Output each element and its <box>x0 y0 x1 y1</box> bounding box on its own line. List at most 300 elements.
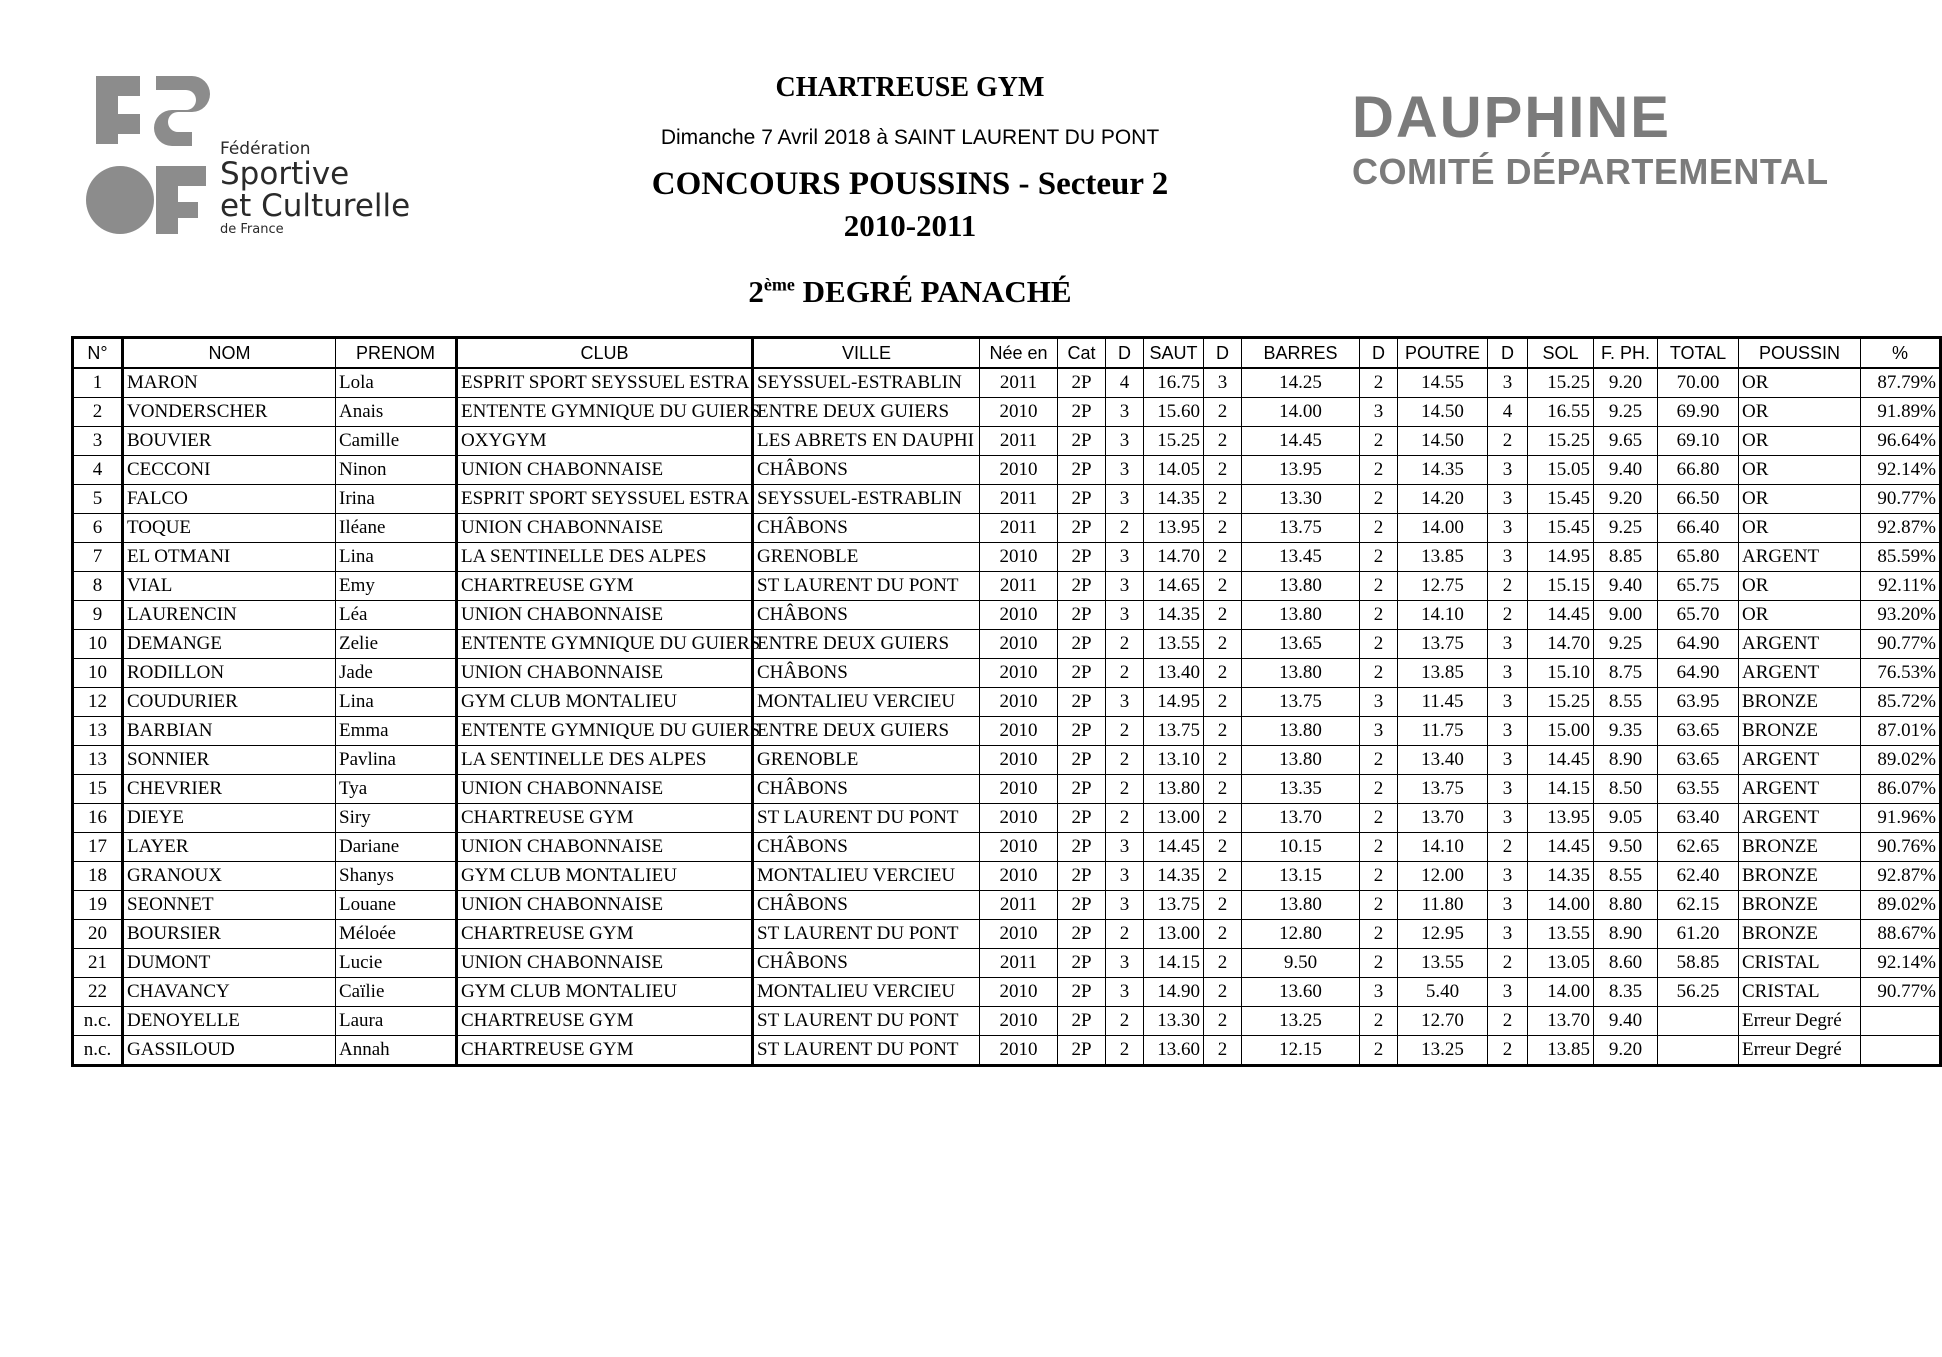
cell-prenom: Iléane <box>336 514 457 543</box>
cell-total: 64.90 <box>1658 659 1739 688</box>
cell-total: 69.10 <box>1658 427 1739 456</box>
cell-saut: 13.30 <box>1144 1007 1204 1036</box>
cell-prenom: Lucie <box>336 949 457 978</box>
cell-nom: BOUVIER <box>123 427 336 456</box>
cell-cat: 2P <box>1058 949 1106 978</box>
column-header-d-poutre: D <box>1360 338 1398 369</box>
cell-sol: 14.35 <box>1528 862 1594 891</box>
cell-f-ph: 9.00 <box>1594 601 1658 630</box>
cell-nom: CECCONI <box>123 456 336 485</box>
cell-percent: 93.20% <box>1861 601 1941 630</box>
cell-sol: 13.95 <box>1528 804 1594 833</box>
cell-percent: 90.77% <box>1861 630 1941 659</box>
cell-d-saut: 3 <box>1106 456 1144 485</box>
cell-ville: ENTRE DEUX GUIERS <box>753 398 980 427</box>
cell-prenom: Camille <box>336 427 457 456</box>
cell-saut: 13.60 <box>1144 1036 1204 1066</box>
cell-f-ph: 9.25 <box>1594 514 1658 543</box>
fscf-logo-text <box>220 140 410 237</box>
cell-barres: 13.15 <box>1242 862 1360 891</box>
cell-percent: 88.67% <box>1861 920 1941 949</box>
cell-d-barres: 2 <box>1204 978 1242 1007</box>
cell-sol: 13.85 <box>1528 1036 1594 1066</box>
cell-percent: 85.72% <box>1861 688 1941 717</box>
cell-saut: 14.35 <box>1144 485 1204 514</box>
cell-total: 70.00 <box>1658 368 1739 398</box>
table-row <box>73 978 1941 1007</box>
cell-nom: EL OTMANI <box>123 543 336 572</box>
table-row <box>73 717 1941 746</box>
cell-club: UNION CHABONNAISE <box>457 601 753 630</box>
cell-nom: TOQUE <box>123 514 336 543</box>
table-row <box>73 1036 1941 1066</box>
column-header-nee-en: Née en <box>980 338 1058 369</box>
cell-ville: LES ABRETS EN DAUPHI <box>753 427 980 456</box>
header-row <box>73 338 1941 369</box>
cell-nee-en: 2010 <box>980 1007 1058 1036</box>
cell-percent: 90.77% <box>1861 485 1941 514</box>
cell-club: UNION CHABONNAISE <box>457 833 753 862</box>
cell-sol: 13.55 <box>1528 920 1594 949</box>
column-header-cat: Cat <box>1058 338 1106 369</box>
cell-nom: GASSILOUD <box>123 1036 336 1066</box>
cell-poussin: ARGENT <box>1739 746 1861 775</box>
cell-ville: SEYSSUEL-ESTRABLIN <box>753 485 980 514</box>
cell-poutre: 14.10 <box>1398 601 1488 630</box>
cell-d-sol: 2 <box>1488 1007 1528 1036</box>
cell-barres: 13.75 <box>1242 688 1360 717</box>
cell-rank: 5 <box>73 485 123 514</box>
cell-barres: 14.25 <box>1242 368 1360 398</box>
dauphine-logo-subtitle: COMITÉ DÉPARTEMENTAL <box>1352 151 1829 192</box>
cell-barres: 13.30 <box>1242 485 1360 514</box>
cell-barres: 13.65 <box>1242 630 1360 659</box>
cell-d-sol: 2 <box>1488 427 1528 456</box>
cell-f-ph: 9.25 <box>1594 398 1658 427</box>
cell-d-poutre: 2 <box>1360 775 1398 804</box>
cell-d-barres: 2 <box>1204 427 1242 456</box>
cell-f-ph: 9.40 <box>1594 1007 1658 1036</box>
cell-nom: COUDURIER <box>123 688 336 717</box>
cell-prenom: Dariane <box>336 833 457 862</box>
cell-cat: 2P <box>1058 688 1106 717</box>
cell-f-ph: 8.75 <box>1594 659 1658 688</box>
column-header-d-saut: D <box>1106 338 1144 369</box>
fscf-line-2: Sportive <box>220 156 350 192</box>
cell-club: UNION CHABONNAISE <box>457 775 753 804</box>
cell-nom: DEMANGE <box>123 630 336 659</box>
cell-d-sol: 3 <box>1488 978 1528 1007</box>
cell-barres: 13.80 <box>1242 572 1360 601</box>
cell-d-saut: 3 <box>1106 833 1144 862</box>
cell-barres: 10.15 <box>1242 833 1360 862</box>
cell-d-saut: 3 <box>1106 572 1144 601</box>
cell-d-poutre: 2 <box>1360 456 1398 485</box>
cell-rank: 21 <box>73 949 123 978</box>
cell-club: UNION CHABONNAISE <box>457 891 753 920</box>
cell-cat: 2P <box>1058 775 1106 804</box>
cell-total <box>1658 1036 1739 1066</box>
cell-poussin: OR <box>1739 601 1861 630</box>
cell-cat: 2P <box>1058 572 1106 601</box>
cell-barres: 12.15 <box>1242 1036 1360 1066</box>
table-row <box>73 601 1941 630</box>
cell-d-saut: 3 <box>1106 427 1144 456</box>
cell-poussin: ARGENT <box>1739 543 1861 572</box>
cell-d-poutre: 3 <box>1360 688 1398 717</box>
table-row <box>73 456 1941 485</box>
cell-d-poutre: 2 <box>1360 514 1398 543</box>
cell-poutre: 14.50 <box>1398 398 1488 427</box>
cell-percent: 92.87% <box>1861 514 1941 543</box>
cell-percent: 92.14% <box>1861 456 1941 485</box>
cell-poussin: BRONZE <box>1739 833 1861 862</box>
cell-club: UNION CHABONNAISE <box>457 659 753 688</box>
cell-poussin: BRONZE <box>1739 688 1861 717</box>
cell-poutre: 13.25 <box>1398 1036 1488 1066</box>
cell-rank: 16 <box>73 804 123 833</box>
column-header-rank: N° <box>73 338 123 369</box>
cell-rank: n.c. <box>73 1007 123 1036</box>
cell-d-poutre: 2 <box>1360 485 1398 514</box>
club-title: CHARTREUSE GYM <box>775 72 1045 103</box>
cell-percent: 87.79% <box>1861 368 1941 398</box>
cell-nom: MARON <box>123 368 336 398</box>
cell-d-saut: 3 <box>1106 485 1144 514</box>
cell-d-barres: 2 <box>1204 862 1242 891</box>
cell-cat: 2P <box>1058 891 1106 920</box>
cell-d-sol: 3 <box>1488 717 1528 746</box>
cell-barres: 9.50 <box>1242 949 1360 978</box>
cell-d-sol: 2 <box>1488 601 1528 630</box>
fscf-line-1: Fédération <box>220 139 311 159</box>
cell-nee-en: 2011 <box>980 514 1058 543</box>
cell-sol: 13.05 <box>1528 949 1594 978</box>
cell-club: LA SENTINELLE DES ALPES <box>457 543 753 572</box>
cell-percent: 85.59% <box>1861 543 1941 572</box>
cell-saut: 13.10 <box>1144 746 1204 775</box>
cell-ville: CHÂBONS <box>753 514 980 543</box>
cell-sol: 13.70 <box>1528 1007 1594 1036</box>
table-row <box>73 746 1941 775</box>
cell-rank: 6 <box>73 514 123 543</box>
cell-rank: 13 <box>73 746 123 775</box>
cell-nee-en: 2010 <box>980 833 1058 862</box>
cell-prenom: Annah <box>336 1036 457 1066</box>
cell-poutre: 11.75 <box>1398 717 1488 746</box>
cell-poutre: 12.70 <box>1398 1007 1488 1036</box>
cell-barres: 13.80 <box>1242 746 1360 775</box>
cell-percent: 91.96% <box>1861 804 1941 833</box>
cell-prenom: Lina <box>336 543 457 572</box>
cell-poussin: Erreur Degré <box>1739 1007 1861 1036</box>
cell-poutre: 13.75 <box>1398 775 1488 804</box>
cell-d-poutre: 3 <box>1360 717 1398 746</box>
cell-prenom: Caïlie <box>336 978 457 1007</box>
cell-nee-en: 2010 <box>980 659 1058 688</box>
cell-d-poutre: 2 <box>1360 630 1398 659</box>
cell-nee-en: 2010 <box>980 688 1058 717</box>
cell-barres: 13.35 <box>1242 775 1360 804</box>
cell-club: CHARTREUSE GYM <box>457 1007 753 1036</box>
cell-sol: 14.45 <box>1528 833 1594 862</box>
cell-barres: 13.80 <box>1242 717 1360 746</box>
cell-nom: DENOYELLE <box>123 1007 336 1036</box>
cell-d-saut: 3 <box>1106 978 1144 1007</box>
cell-nee-en: 2011 <box>980 368 1058 398</box>
cell-cat: 2P <box>1058 630 1106 659</box>
table-row <box>73 572 1941 601</box>
cell-d-barres: 2 <box>1204 920 1242 949</box>
table-row <box>73 368 1941 398</box>
column-header-club: CLUB <box>457 338 753 369</box>
cell-club: ENTENTE GYMNIQUE DU GUIERS <box>457 717 753 746</box>
cell-poussin: OR <box>1739 485 1861 514</box>
cell-f-ph: 9.25 <box>1594 630 1658 659</box>
cell-saut: 16.75 <box>1144 368 1204 398</box>
cell-ville: CHÂBONS <box>753 456 980 485</box>
cell-total: 66.40 <box>1658 514 1739 543</box>
cell-rank: 3 <box>73 427 123 456</box>
cell-total: 65.70 <box>1658 601 1739 630</box>
cell-nee-en: 2010 <box>980 456 1058 485</box>
cell-nom: VIAL <box>123 572 336 601</box>
cell-rank: 7 <box>73 543 123 572</box>
cell-rank: 2 <box>73 398 123 427</box>
cell-d-poutre: 3 <box>1360 398 1398 427</box>
cell-cat: 2P <box>1058 746 1106 775</box>
cell-nom: LAYER <box>123 833 336 862</box>
cell-poutre: 13.85 <box>1398 543 1488 572</box>
cell-saut: 14.95 <box>1144 688 1204 717</box>
cell-ville: GRENOBLE <box>753 746 980 775</box>
cell-d-sol: 3 <box>1488 659 1528 688</box>
cell-nom: VONDERSCHER <box>123 398 336 427</box>
column-header-ville: VILLE <box>753 338 980 369</box>
cell-ville: ST LAURENT DU PONT <box>753 572 980 601</box>
cell-f-ph: 9.20 <box>1594 368 1658 398</box>
cell-club: CHARTREUSE GYM <box>457 572 753 601</box>
cell-f-ph: 8.85 <box>1594 543 1658 572</box>
cell-f-ph: 9.20 <box>1594 485 1658 514</box>
cell-nom: SONNIER <box>123 746 336 775</box>
cell-nom: CHEVRIER <box>123 775 336 804</box>
cell-cat: 2P <box>1058 804 1106 833</box>
cell-nee-en: 2011 <box>980 427 1058 456</box>
column-header-poussin: POUSSIN <box>1739 338 1861 369</box>
table-row <box>73 688 1941 717</box>
cell-d-saut: 2 <box>1106 920 1144 949</box>
cell-d-saut: 2 <box>1106 717 1144 746</box>
cell-d-barres: 2 <box>1204 1007 1242 1036</box>
cell-saut: 13.00 <box>1144 804 1204 833</box>
cell-cat: 2P <box>1058 920 1106 949</box>
cell-f-ph: 8.50 <box>1594 775 1658 804</box>
cell-club: GYM CLUB MONTALIEU <box>457 688 753 717</box>
cell-ville: CHÂBONS <box>753 659 980 688</box>
cell-prenom: Irina <box>336 485 457 514</box>
cell-rank: 10 <box>73 659 123 688</box>
cell-club: UNION CHABONNAISE <box>457 514 753 543</box>
cell-ville: ST LAURENT DU PONT <box>753 804 980 833</box>
table-row <box>73 833 1941 862</box>
cell-d-saut: 2 <box>1106 746 1144 775</box>
column-header-d-sol: D <box>1488 338 1528 369</box>
cell-poutre: 14.55 <box>1398 368 1488 398</box>
cell-barres: 13.45 <box>1242 543 1360 572</box>
cell-percent <box>1861 1036 1941 1066</box>
cell-total: 63.65 <box>1658 746 1739 775</box>
table-row <box>73 862 1941 891</box>
cell-rank: 18 <box>73 862 123 891</box>
cell-nee-en: 2011 <box>980 572 1058 601</box>
cell-nee-en: 2010 <box>980 804 1058 833</box>
cell-f-ph: 9.20 <box>1594 1036 1658 1066</box>
cell-d-barres: 2 <box>1204 659 1242 688</box>
cell-poussin: OR <box>1739 427 1861 456</box>
fscf-line-3: et Culturelle <box>220 188 411 224</box>
cell-d-sol: 3 <box>1488 368 1528 398</box>
cell-poussin: ARGENT <box>1739 775 1861 804</box>
cell-poussin: ARGENT <box>1739 659 1861 688</box>
cell-barres: 13.25 <box>1242 1007 1360 1036</box>
cell-percent: 90.76% <box>1861 833 1941 862</box>
cell-saut: 13.80 <box>1144 775 1204 804</box>
cell-total: 69.90 <box>1658 398 1739 427</box>
cell-percent: 87.01% <box>1861 717 1941 746</box>
degree-number: 2 <box>748 274 764 309</box>
cell-d-sol: 3 <box>1488 775 1528 804</box>
cell-club: CHARTREUSE GYM <box>457 1036 753 1066</box>
cell-d-saut: 3 <box>1106 891 1144 920</box>
cell-total: 61.20 <box>1658 920 1739 949</box>
fscf-logo-mark-icon <box>94 74 214 244</box>
cell-prenom: Ninon <box>336 456 457 485</box>
cell-poutre: 14.00 <box>1398 514 1488 543</box>
cell-d-barres: 2 <box>1204 1036 1242 1066</box>
cell-ville: CHÂBONS <box>753 891 980 920</box>
cell-nee-en: 2011 <box>980 485 1058 514</box>
cell-rank: n.c. <box>73 1036 123 1066</box>
cell-d-saut: 2 <box>1106 1007 1144 1036</box>
cell-nee-en: 2010 <box>980 862 1058 891</box>
cell-club: ESPRIT SPORT SEYSSUEL ESTRA <box>457 368 753 398</box>
cell-percent: 90.77% <box>1861 978 1941 1007</box>
cell-club: OXYGYM <box>457 427 753 456</box>
cell-d-sol: 3 <box>1488 688 1528 717</box>
cell-d-barres: 2 <box>1204 949 1242 978</box>
cell-cat: 2P <box>1058 601 1106 630</box>
cell-cat: 2P <box>1058 862 1106 891</box>
cell-d-saut: 2 <box>1106 659 1144 688</box>
cell-total: 56.25 <box>1658 978 1739 1007</box>
cell-d-poutre: 2 <box>1360 601 1398 630</box>
cell-percent <box>1861 1007 1941 1036</box>
cell-d-saut: 2 <box>1106 775 1144 804</box>
cell-d-poutre: 2 <box>1360 862 1398 891</box>
degree-title <box>540 274 1280 310</box>
cell-sol: 15.10 <box>1528 659 1594 688</box>
column-header-total: TOTAL <box>1658 338 1739 369</box>
cell-nee-en: 2011 <box>980 949 1058 978</box>
cell-barres: 13.70 <box>1242 804 1360 833</box>
cell-percent: 92.87% <box>1861 862 1941 891</box>
cell-ville: ST LAURENT DU PONT <box>753 1007 980 1036</box>
cell-total: 63.95 <box>1658 688 1739 717</box>
cell-ville: CHÂBONS <box>753 833 980 862</box>
cell-prenom: Lina <box>336 688 457 717</box>
cell-nom: DUMONT <box>123 949 336 978</box>
cell-d-barres: 2 <box>1204 746 1242 775</box>
fscf-line-4: de France <box>220 222 284 237</box>
cell-nee-en: 2010 <box>980 398 1058 427</box>
cell-rank: 15 <box>73 775 123 804</box>
cell-rank: 4 <box>73 456 123 485</box>
cell-f-ph: 8.90 <box>1594 746 1658 775</box>
results-table <box>71 336 1942 1067</box>
cell-f-ph: 8.55 <box>1594 688 1658 717</box>
cell-d-sol: 3 <box>1488 746 1528 775</box>
cell-nee-en: 2010 <box>980 630 1058 659</box>
cell-saut: 14.05 <box>1144 456 1204 485</box>
dauphine-logo <box>1352 86 1829 194</box>
cell-prenom: Méloée <box>336 920 457 949</box>
cell-ville: CHÂBONS <box>753 775 980 804</box>
cell-d-poutre: 2 <box>1360 427 1398 456</box>
column-header-prenom: PRENOM <box>336 338 457 369</box>
cell-percent: 92.14% <box>1861 949 1941 978</box>
cell-prenom: Tya <box>336 775 457 804</box>
cell-percent: 96.64% <box>1861 427 1941 456</box>
cell-d-sol: 3 <box>1488 630 1528 659</box>
cell-prenom: Léa <box>336 601 457 630</box>
cell-nee-en: 2010 <box>980 1036 1058 1066</box>
table-row <box>73 804 1941 833</box>
cell-total: 63.40 <box>1658 804 1739 833</box>
cell-poussin: ARGENT <box>1739 804 1861 833</box>
cell-d-saut: 3 <box>1106 862 1144 891</box>
cell-total: 62.40 <box>1658 862 1739 891</box>
cell-poussin: OR <box>1739 398 1861 427</box>
competition-title: CONCOURS POUSSINS - Secteur 2 <box>651 166 1169 202</box>
cell-d-barres: 2 <box>1204 630 1242 659</box>
cell-saut: 14.90 <box>1144 978 1204 1007</box>
cell-barres: 13.60 <box>1242 978 1360 1007</box>
cell-poutre: 12.75 <box>1398 572 1488 601</box>
cell-d-sol: 2 <box>1488 1036 1528 1066</box>
birth-years: 2010-2011 <box>843 208 977 243</box>
cell-d-poutre: 2 <box>1360 1036 1398 1066</box>
cell-cat: 2P <box>1058 398 1106 427</box>
table-row <box>73 630 1941 659</box>
cell-saut: 13.40 <box>1144 659 1204 688</box>
cell-f-ph: 9.40 <box>1594 572 1658 601</box>
cell-d-saut: 3 <box>1106 543 1144 572</box>
cell-d-sol: 3 <box>1488 804 1528 833</box>
cell-rank: 22 <box>73 978 123 1007</box>
cell-prenom: Shanys <box>336 862 457 891</box>
cell-d-poutre: 2 <box>1360 891 1398 920</box>
cell-nom: SEONNET <box>123 891 336 920</box>
column-header-f-ph: F. PH. <box>1594 338 1658 369</box>
cell-saut: 14.35 <box>1144 862 1204 891</box>
table-row <box>73 949 1941 978</box>
cell-f-ph: 9.40 <box>1594 456 1658 485</box>
cell-ville: GRENOBLE <box>753 543 980 572</box>
cell-sol: 15.45 <box>1528 485 1594 514</box>
cell-prenom: Laura <box>336 1007 457 1036</box>
cell-prenom: Zelie <box>336 630 457 659</box>
